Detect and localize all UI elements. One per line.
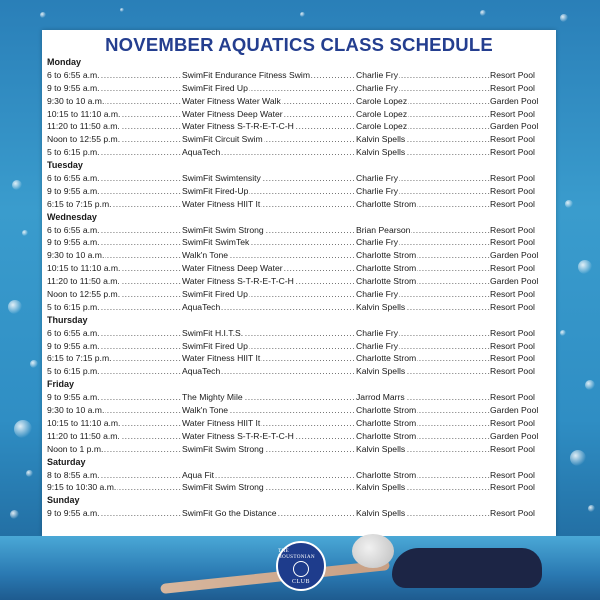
class-location: Resort Pool — [490, 173, 535, 184]
class-instructor-cell — [356, 288, 490, 301]
class-name-cell — [182, 301, 356, 314]
class-location: Resort Pool — [490, 417, 535, 428]
class-name-cell — [182, 481, 356, 494]
class-instructor-cell — [356, 69, 490, 82]
class-location-cell — [490, 507, 552, 520]
class-name-cell — [182, 340, 356, 353]
class-instructor-cell — [356, 95, 490, 108]
class-time: 5 to 6:15 p.m. — [47, 147, 100, 158]
schedule-row — [47, 82, 552, 95]
class-instructor: Charlotte Strom — [356, 250, 417, 261]
class-name: AquaTech — [182, 366, 221, 377]
class-instructor: Charlie Fry — [356, 173, 399, 184]
class-location-cell — [490, 443, 552, 456]
class-instructor-cell — [356, 185, 490, 198]
bubble — [588, 505, 595, 512]
class-location: Garden Pool — [490, 250, 539, 261]
class-location-cell — [490, 404, 552, 417]
class-time-cell — [47, 236, 182, 249]
bubble — [120, 8, 124, 12]
class-name-cell — [182, 224, 356, 237]
class-instructor: Kalvin Spells — [356, 443, 406, 454]
class-time-cell — [47, 469, 182, 482]
class-time: 5 to 6:15 p.m. — [47, 366, 100, 377]
class-time-cell — [47, 198, 182, 211]
class-location: Resort Pool — [490, 353, 535, 364]
class-name-cell — [182, 69, 356, 82]
class-location-cell — [490, 288, 552, 301]
class-location-cell — [490, 352, 552, 365]
schedule-row — [47, 262, 552, 275]
swimmer-cap — [352, 534, 394, 568]
class-time: 8 to 8:55 a.m. — [47, 469, 100, 480]
class-time: 9 to 9:55 a.m. — [47, 392, 100, 403]
schedule-card — [42, 30, 556, 536]
class-instructor: Charlotte Strom — [356, 417, 417, 428]
class-instructor: Kalvin Spells — [356, 134, 406, 145]
class-time: Noon to 1 p.m. — [47, 443, 104, 454]
schedule-row — [47, 172, 552, 185]
class-location-cell — [490, 262, 552, 275]
class-location-cell — [490, 340, 552, 353]
schedule-row — [47, 120, 552, 133]
class-name-cell — [182, 262, 356, 275]
class-time-cell — [47, 108, 182, 121]
bubble — [585, 380, 595, 390]
class-instructor-cell — [356, 507, 490, 520]
schedule-row — [47, 481, 552, 494]
class-time: 6 to 6:55 a.m. — [47, 224, 100, 235]
class-time-cell — [47, 275, 182, 288]
class-time: 10:15 to 11:10 a.m. — [47, 108, 121, 119]
bubble — [10, 510, 19, 519]
class-location-cell — [490, 185, 552, 198]
class-time-cell — [47, 443, 182, 456]
class-name-cell — [182, 249, 356, 262]
bubble — [26, 470, 33, 477]
class-name-cell — [182, 198, 356, 211]
class-location-cell — [490, 469, 552, 482]
class-name-cell — [182, 417, 356, 430]
class-name: Water Fitness Water Walk — [182, 95, 281, 106]
class-name-cell — [182, 507, 356, 520]
class-name-cell — [182, 236, 356, 249]
class-name: Walk'n Tone — [182, 250, 229, 261]
class-name-cell — [182, 120, 356, 133]
class-name-cell — [182, 352, 356, 365]
class-instructor-cell — [356, 301, 490, 314]
class-time-cell — [47, 391, 182, 404]
class-time: 9:30 to 10 a.m. — [47, 95, 105, 106]
class-location: Resort Pool — [490, 508, 535, 519]
class-time: 11:20 to 11:50 a.m. — [47, 276, 120, 287]
class-name-cell — [182, 404, 356, 417]
schedule-row — [47, 288, 552, 301]
bubble — [8, 300, 22, 314]
schedule-row — [47, 146, 552, 159]
class-instructor-cell — [356, 352, 490, 365]
day-heading: Tuesday — [47, 160, 83, 171]
class-name: Water Fitness HIIT It — [182, 417, 261, 428]
class-time: 11:20 to 11:50 a.m. — [47, 430, 120, 441]
class-time-cell — [47, 404, 182, 417]
class-name: SwimFit H.I.T.S. — [182, 327, 244, 338]
class-name: Water Fitness S-T-R-E-T-C-H — [182, 121, 294, 132]
class-name: SwimFit Fired Up — [182, 82, 248, 93]
class-instructor-cell — [356, 262, 490, 275]
class-location: Resort Pool — [490, 469, 535, 480]
class-instructor: Charlotte Strom — [356, 469, 417, 480]
class-time: 5 to 6:15 p.m. — [47, 301, 100, 312]
class-name-cell — [182, 275, 356, 288]
schedule-row — [47, 507, 552, 520]
class-location-cell — [490, 301, 552, 314]
class-instructor-cell — [356, 340, 490, 353]
schedule-row — [47, 469, 552, 482]
class-name-cell — [182, 288, 356, 301]
class-name: AquaTech — [182, 301, 221, 312]
class-time-cell — [47, 262, 182, 275]
class-name: Water Fitness Deep Water — [182, 263, 283, 274]
class-instructor-cell — [356, 108, 490, 121]
class-location: Resort Pool — [490, 263, 535, 274]
class-location-cell — [490, 69, 552, 82]
class-name-cell — [182, 443, 356, 456]
class-time: 9 to 9:55 a.m. — [47, 237, 100, 248]
class-instructor: Charlotte Strom — [356, 276, 417, 287]
class-time-cell — [47, 133, 182, 146]
schedule-row — [47, 430, 552, 443]
class-location-cell — [490, 327, 552, 340]
class-time-cell — [47, 224, 182, 237]
class-time-cell — [47, 288, 182, 301]
class-instructor: Charlie Fry — [356, 340, 399, 351]
class-instructor-cell — [356, 198, 490, 211]
class-instructor: Kalvin Spells — [356, 301, 406, 312]
class-name: SwimFit Swim Strong — [182, 482, 264, 493]
class-time: 9:30 to 10 a.m. — [47, 405, 105, 416]
class-name: Water Fitness Deep Water — [182, 108, 283, 119]
class-time: 9 to 9:55 a.m. — [47, 82, 100, 93]
class-time-cell — [47, 417, 182, 430]
class-instructor: Carole Lopez — [356, 121, 408, 132]
class-location-cell — [490, 108, 552, 121]
class-location: Garden Pool — [490, 276, 539, 287]
class-instructor: Charlie Fry — [356, 237, 399, 248]
schedule-row — [47, 236, 552, 249]
class-location: Resort Pool — [490, 301, 535, 312]
class-name-cell — [182, 172, 356, 185]
class-time: 9:30 to 10 a.m. — [47, 250, 105, 261]
class-instructor-cell — [356, 417, 490, 430]
class-time: 6 to 6:55 a.m. — [47, 173, 100, 184]
class-name: Water Fitness HIIT It — [182, 353, 261, 364]
schedule-row — [47, 133, 552, 146]
schedule-row — [47, 352, 552, 365]
class-time-cell — [47, 340, 182, 353]
class-instructor: Charlie Fry — [356, 69, 399, 80]
bubble — [565, 200, 573, 208]
class-instructor: Charlie Fry — [356, 289, 399, 300]
class-instructor-cell — [356, 430, 490, 443]
class-time-cell — [47, 301, 182, 314]
day-heading: Thursday — [47, 314, 88, 325]
class-location: Resort Pool — [490, 366, 535, 377]
class-time-cell — [47, 507, 182, 520]
class-location: Garden Pool — [490, 121, 539, 132]
class-instructor-cell — [356, 391, 490, 404]
class-name: SwimFit Fired-Up — [182, 185, 249, 196]
class-instructor-cell — [356, 236, 490, 249]
class-time-cell — [47, 365, 182, 378]
swimmer-body — [392, 548, 542, 588]
class-instructor: Kalvin Spells — [356, 366, 406, 377]
bubble — [14, 420, 32, 438]
class-time: 9 to 9:55 a.m. — [47, 508, 100, 519]
logo-line2: CLUB — [291, 578, 310, 585]
class-location-cell — [490, 275, 552, 288]
bubble — [570, 450, 586, 466]
class-location: Resort Pool — [490, 482, 535, 493]
schedule-row — [47, 275, 552, 288]
class-name: Water Fitness S-T-R-E-T-C-H — [182, 276, 294, 287]
class-location-cell — [490, 120, 552, 133]
class-time: 9:15 to 10:30 a.m. — [47, 482, 117, 493]
class-location: Garden Pool — [490, 405, 539, 416]
page-title: NOVEMBER AQUATICS CLASS SCHEDULE — [105, 34, 493, 55]
class-instructor: Kalvin Spells — [356, 147, 406, 158]
class-location-cell — [490, 391, 552, 404]
class-name: SwimFit SwimTek — [182, 237, 250, 248]
class-time-cell — [47, 82, 182, 95]
schedule-row — [47, 340, 552, 353]
class-time-cell — [47, 146, 182, 159]
class-instructor-cell — [356, 275, 490, 288]
class-instructor: Carole Lopez — [356, 95, 408, 106]
bubble — [22, 230, 28, 236]
class-instructor-cell — [356, 443, 490, 456]
class-name: SwimFit Fired Up — [182, 289, 248, 300]
class-location: Resort Pool — [490, 443, 535, 454]
class-location-cell — [490, 172, 552, 185]
class-name-cell — [182, 469, 356, 482]
class-location: Garden Pool — [490, 95, 539, 106]
schedule-row — [47, 443, 552, 456]
class-instructor: Kalvin Spells — [356, 508, 406, 519]
schedule-row — [47, 417, 552, 430]
schedule-row — [47, 185, 552, 198]
class-time: Noon to 12:55 p.m. — [47, 289, 121, 300]
schedule-row — [47, 391, 552, 404]
class-instructor-cell — [356, 133, 490, 146]
class-name-cell — [182, 146, 356, 159]
bubble — [12, 180, 22, 190]
class-name-cell — [182, 430, 356, 443]
class-name-cell — [182, 108, 356, 121]
class-time: Noon to 12:55 p.m. — [47, 134, 121, 145]
class-instructor: Kalvin Spells — [356, 482, 406, 493]
schedule-row — [47, 198, 552, 211]
class-name: Aqua Fit — [182, 469, 215, 480]
class-location: Resort Pool — [490, 82, 535, 93]
class-time: 9 to 9:55 a.m. — [47, 185, 100, 196]
class-name: SwimFit Swim Strong — [182, 443, 264, 454]
class-time-cell — [47, 430, 182, 443]
class-name: AquaTech — [182, 147, 221, 158]
class-time-cell — [47, 327, 182, 340]
schedule-row — [47, 108, 552, 121]
class-name: Water Fitness S-T-R-E-T-C-H — [182, 430, 294, 441]
class-instructor: Charlotte Strom — [356, 263, 417, 274]
class-time-cell — [47, 481, 182, 494]
class-location-cell — [490, 146, 552, 159]
class-location: Resort Pool — [490, 392, 535, 403]
class-time: 10:15 to 11:10 a.m. — [47, 263, 121, 274]
class-instructor-cell — [356, 120, 490, 133]
class-location: Resort Pool — [490, 147, 535, 158]
class-instructor: Charlotte Strom — [356, 198, 417, 209]
class-location: Resort Pool — [490, 108, 535, 119]
class-name: Water Fitness HIIT It — [182, 198, 261, 209]
class-location-cell — [490, 249, 552, 262]
class-name-cell — [182, 327, 356, 340]
schedule-row — [47, 404, 552, 417]
logo-emblem-icon — [293, 561, 309, 577]
class-instructor-cell — [356, 82, 490, 95]
class-name-cell — [182, 82, 356, 95]
class-instructor: Charlie Fry — [356, 82, 399, 93]
class-instructor-cell — [356, 481, 490, 494]
schedule-list — [47, 56, 552, 520]
class-instructor: Brian Pearson — [356, 224, 411, 235]
class-time-cell — [47, 352, 182, 365]
class-location: Resort Pool — [490, 289, 535, 300]
class-instructor-cell — [356, 327, 490, 340]
bubble — [560, 14, 568, 22]
class-location: Resort Pool — [490, 198, 535, 209]
class-location: Garden Pool — [490, 430, 539, 441]
class-time: 10:15 to 11:10 a.m. — [47, 417, 121, 428]
class-location-cell — [490, 481, 552, 494]
class-name: Walk'n Tone — [182, 405, 229, 416]
class-location-cell — [490, 236, 552, 249]
class-name-cell — [182, 185, 356, 198]
class-instructor: Charlotte Strom — [356, 405, 417, 416]
class-instructor-cell — [356, 172, 490, 185]
schedule-row — [47, 365, 552, 378]
day-heading: Saturday — [47, 456, 86, 467]
bubble — [300, 12, 305, 17]
class-location-cell — [490, 430, 552, 443]
class-time-cell — [47, 172, 182, 185]
class-time-cell — [47, 120, 182, 133]
class-location-cell — [490, 365, 552, 378]
class-instructor: Carole Lopez — [356, 108, 408, 119]
class-instructor: Charlie Fry — [356, 185, 399, 196]
class-instructor: Charlotte Strom — [356, 430, 417, 441]
day-heading: Wednesday — [47, 211, 97, 222]
day-heading: Friday — [47, 379, 75, 390]
schedule-row — [47, 327, 552, 340]
class-location: Resort Pool — [490, 69, 535, 80]
class-location: Resort Pool — [490, 340, 535, 351]
class-instructor-cell — [356, 249, 490, 262]
bubble — [578, 260, 592, 274]
class-name: SwimFit Swimtensity — [182, 173, 261, 184]
bubble — [40, 12, 46, 18]
class-time-cell — [47, 185, 182, 198]
day-heading: Sunday — [47, 495, 80, 506]
class-name-cell — [182, 95, 356, 108]
class-instructor: Charlotte Strom — [356, 353, 417, 364]
bubble — [560, 330, 566, 336]
class-instructor: Charlie Fry — [356, 327, 399, 338]
class-instructor-cell — [356, 224, 490, 237]
schedule-row — [47, 69, 552, 82]
class-location-cell — [490, 82, 552, 95]
schedule-row — [47, 224, 552, 237]
logo-line1: THE HOUSTONIAN — [278, 547, 315, 560]
class-time: 6:15 to 7:15 p.m. — [47, 353, 112, 364]
class-instructor-cell — [356, 365, 490, 378]
class-name: SwimFit Go the Distance — [182, 508, 277, 519]
class-location-cell — [490, 417, 552, 430]
class-name: The Mighty Mile — [182, 392, 243, 403]
class-location: Resort Pool — [490, 237, 535, 248]
class-location-cell — [490, 133, 552, 146]
class-location-cell — [490, 198, 552, 211]
class-instructor-cell — [356, 469, 490, 482]
schedule-row — [47, 95, 552, 108]
class-time-cell — [47, 69, 182, 82]
day-heading: Monday — [47, 57, 82, 67]
class-name: SwimFit Circuit Swim — [182, 134, 263, 145]
class-time-cell — [47, 249, 182, 262]
class-instructor: Jarrod Marrs — [356, 392, 405, 403]
class-name-cell — [182, 133, 356, 146]
class-name: SwimFit Fired Up — [182, 340, 248, 351]
class-name-cell — [182, 365, 356, 378]
schedule-row — [47, 249, 552, 262]
class-instructor-cell — [356, 404, 490, 417]
class-location: Resort Pool — [490, 327, 535, 338]
class-location: Resort Pool — [490, 224, 535, 235]
class-time: 6:15 to 7:15 p.m. — [47, 198, 112, 209]
class-location-cell — [490, 95, 552, 108]
class-name: SwimFit Endurance Fitness Swim — [182, 69, 310, 80]
class-location: Resort Pool — [490, 134, 535, 145]
class-time-cell — [47, 95, 182, 108]
class-location-cell — [490, 224, 552, 237]
bubble — [30, 360, 38, 368]
class-instructor-cell — [356, 146, 490, 159]
schedule-row — [47, 301, 552, 314]
class-name: SwimFit Swim Strong — [182, 224, 264, 235]
class-time: 6 to 6:55 a.m. — [47, 69, 100, 80]
class-time: 9 to 9:55 a.m. — [47, 340, 100, 351]
class-location: Resort Pool — [490, 185, 535, 196]
class-time: 11:20 to 11:50 a.m. — [47, 121, 120, 132]
club-logo — [276, 541, 326, 591]
bubble — [480, 10, 486, 16]
class-name-cell — [182, 391, 356, 404]
class-time: 6 to 6:55 a.m. — [47, 327, 100, 338]
